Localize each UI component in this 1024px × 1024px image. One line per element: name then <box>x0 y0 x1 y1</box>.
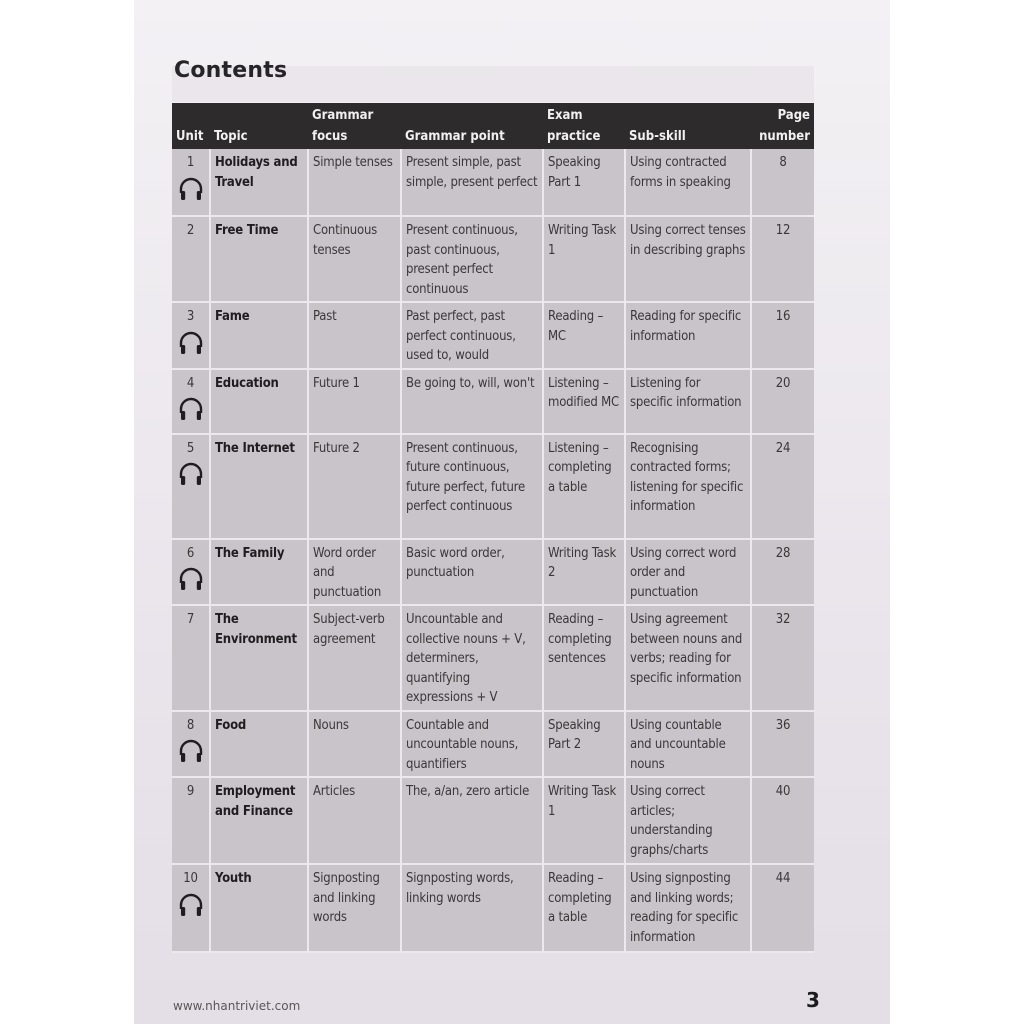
grammar-point-cell: Be going to, will, won't <box>401 369 543 434</box>
topic-cell: Employment and Finance <box>210 777 308 864</box>
table-row <box>172 369 814 434</box>
sub-skill-cell: Using agreement between nouns and verbs; reading for specific information <box>625 605 751 711</box>
unit-number: 5 <box>186 440 195 456</box>
page-number-cell: 28 <box>751 539 814 606</box>
table-row <box>172 605 814 711</box>
grammar-point-cell: Present simple, past simple, present perfect <box>401 149 543 216</box>
topic-cell: The Environment <box>210 605 308 711</box>
exam-practice-cell: Reading – completing sentences <box>543 605 625 711</box>
unit-cell <box>172 369 210 434</box>
exam-practice-cell: Writing Task 2 <box>543 539 625 606</box>
headphones-icon <box>178 396 204 422</box>
grammar-point-cell: Uncountable and collective nouns + V, determiners, quantifying expressions + V <box>401 605 543 711</box>
grammar-focus-cell: Signposting and linking words <box>308 864 401 952</box>
topic-cell: Free Time <box>210 216 308 302</box>
headphones-icon <box>178 461 204 487</box>
page-number-cell: 20 <box>751 369 814 434</box>
sub-skill-cell: Using correct articles; understanding graphs/charts <box>625 777 751 864</box>
grammar-point-cell: Present continuous, future continuous, future perfect, future perfect continuous <box>401 434 543 539</box>
topic-cell: Holidays and Travel <box>210 149 308 216</box>
topic-cell: The Internet <box>210 434 308 539</box>
page-number-cell: 40 <box>751 777 814 864</box>
table-row <box>172 216 814 302</box>
unit-number: 2 <box>186 223 195 238</box>
exam-practice-cell: Speaking Part 1 <box>543 149 625 216</box>
grammar-focus-cell: Future 2 <box>308 434 401 539</box>
sub-skill-cell: Recognising contracted forms; listening for specific information <box>625 434 751 539</box>
page-number-cell: 8 <box>751 149 814 216</box>
unit-cell <box>172 539 210 606</box>
unit-cell <box>172 711 210 778</box>
unit-cell <box>172 302 210 369</box>
header-exam-practice: Exam practice <box>543 103 625 149</box>
grammar-point-cell: Countable and uncountable nouns, quantifiers <box>401 711 543 778</box>
sub-skill-cell: Listening for specific information <box>625 369 751 434</box>
table-row <box>172 302 814 369</box>
grammar-focus-cell: Continuous tenses <box>308 216 401 302</box>
contents-table <box>172 103 814 953</box>
topic-cell: Food <box>210 711 308 778</box>
unit-cell <box>172 605 210 711</box>
header-unit: Unit <box>172 103 210 149</box>
page-title: Contents <box>174 58 288 83</box>
sub-skill-cell: Using signposting and linking words; reading for specific information <box>625 864 751 952</box>
unit-number: 4 <box>186 375 195 391</box>
table-row <box>172 539 814 606</box>
table-row <box>172 777 814 864</box>
headphones-icon <box>178 176 204 202</box>
unit-cell <box>172 434 210 539</box>
header-sub-skill: Sub-skill <box>625 103 751 149</box>
header-topic: Topic <box>210 103 308 149</box>
header-page-number: Page number <box>751 103 814 149</box>
exam-practice-cell: Writing Task 1 <box>543 777 625 864</box>
footer-url: www.nhantriviet.com <box>173 999 301 1013</box>
grammar-point-cell: Basic word order, punctuation <box>401 539 543 606</box>
table-row <box>172 149 814 216</box>
table-row <box>172 864 814 952</box>
unit-cell <box>172 216 210 302</box>
unit-number: 10 <box>183 871 198 886</box>
header-grammar-point: Grammar point <box>401 103 543 149</box>
unit-number: 8 <box>186 717 195 733</box>
topic-cell: Youth <box>210 864 308 952</box>
exam-practice-cell: Listening – modified MC <box>543 369 625 434</box>
grammar-focus-cell: Word order and punctuation <box>308 539 401 606</box>
grammar-point-cell: Past perfect, past perfect continuous, used to, would <box>401 302 543 369</box>
headphones-icon <box>178 892 204 918</box>
unit-cell <box>172 864 210 952</box>
sub-skill-cell: Using correct word order and punctuation <box>625 539 751 606</box>
exam-practice-cell: Listening – completing a table <box>543 434 625 539</box>
grammar-point-cell: The, a/an, zero article <box>401 777 543 864</box>
page-number-cell: 16 <box>751 302 814 369</box>
grammar-focus-cell: Future 1 <box>308 369 401 434</box>
page-number-cell: 32 <box>751 605 814 711</box>
table-row <box>172 434 814 539</box>
grammar-focus-cell: Simple tenses <box>308 149 401 216</box>
grammar-point-cell: Signposting words, linking words <box>401 864 543 952</box>
topic-cell: The Family <box>210 539 308 606</box>
grammar-point-cell: Present continuous, past continuous, present perfect continuous <box>401 216 543 302</box>
headphones-icon <box>178 330 204 356</box>
topic-cell: Fame <box>210 302 308 369</box>
page-number-cell: 12 <box>751 216 814 302</box>
page-number-cell: 24 <box>751 434 814 539</box>
page-number-cell: 44 <box>751 864 814 952</box>
grammar-focus-cell: Subject-verb agreement <box>308 605 401 711</box>
unit-number: 3 <box>186 309 195 324</box>
topic-cell: Education <box>210 369 308 434</box>
table-row <box>172 711 814 778</box>
sub-skill-cell: Using contracted forms in speaking <box>625 149 751 216</box>
sub-skill-cell: Reading for specific information <box>625 302 751 369</box>
table-header-row <box>172 103 814 149</box>
grammar-focus-cell: Articles <box>308 777 401 864</box>
footer-page-number: 3 <box>806 988 820 1012</box>
grammar-focus-cell: Nouns <box>308 711 401 778</box>
exam-practice-cell: Writing Task 1 <box>543 216 625 302</box>
unit-number: 6 <box>186 545 195 561</box>
grammar-focus-cell: Past <box>308 302 401 369</box>
unit-number: 9 <box>186 784 195 799</box>
sub-skill-cell: Using correct tenses in describing graphs <box>625 216 751 302</box>
exam-practice-cell: Speaking Part 2 <box>543 711 625 778</box>
unit-cell <box>172 777 210 864</box>
exam-practice-cell: Reading – MC <box>543 302 625 369</box>
exam-practice-cell: Reading – completing a table <box>543 864 625 952</box>
unit-cell <box>172 149 210 216</box>
unit-number: 1 <box>186 155 195 170</box>
headphones-icon <box>178 566 204 592</box>
sub-skill-cell: Using countable and uncountable nouns <box>625 711 751 778</box>
page-number-cell: 36 <box>751 711 814 778</box>
headphones-icon <box>178 738 204 764</box>
header-grammar-focus: Grammar focus <box>308 103 401 149</box>
unit-number: 7 <box>186 612 195 627</box>
